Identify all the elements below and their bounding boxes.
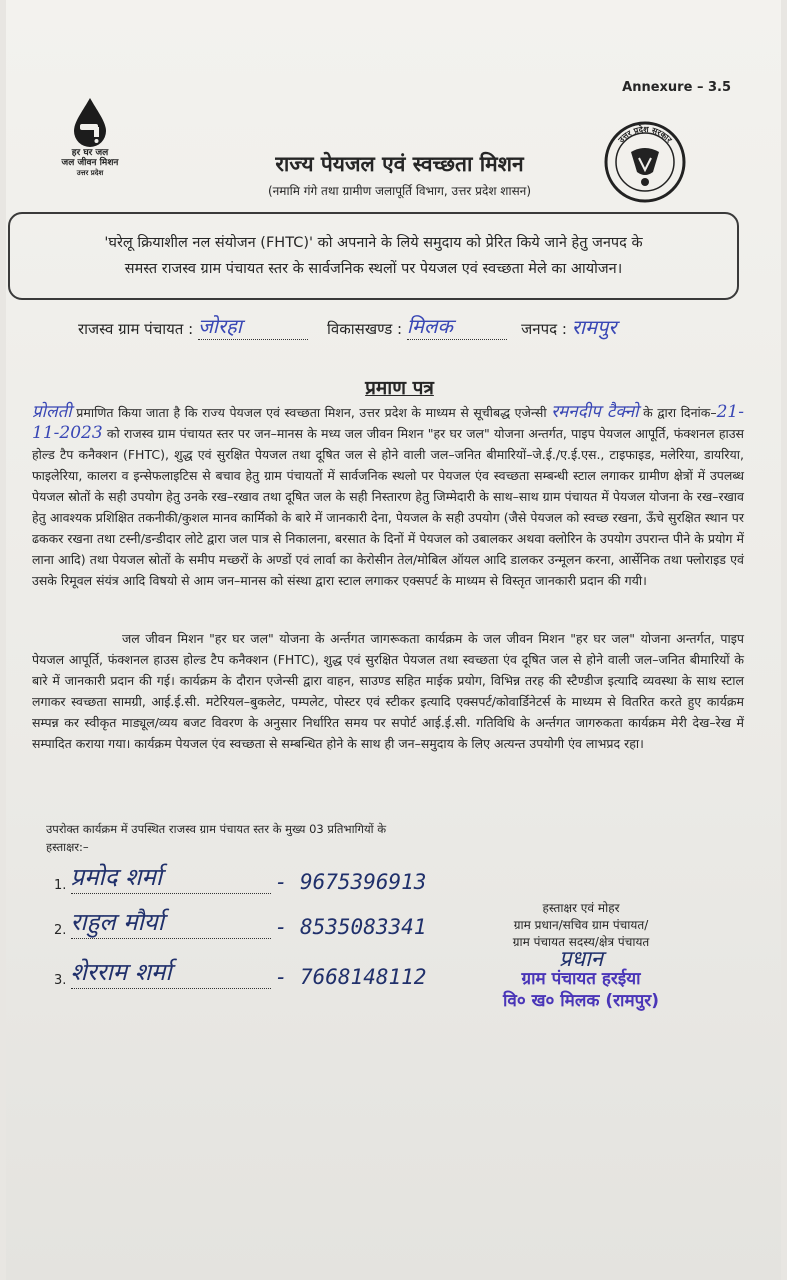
logo-line1: हर घर जल	[71, 148, 109, 158]
block-value: मिलक	[406, 314, 453, 338]
location-fields	[78, 312, 617, 340]
participant-phone: - 9675396913	[274, 870, 427, 894]
block-label: विकासखण्ड :	[327, 320, 403, 338]
participant-row	[54, 860, 426, 894]
page-title: राज्य पेयजल एवं स्वच्छता मिशन	[275, 152, 524, 176]
logo-line2: जल जीवन मिशन	[61, 158, 119, 168]
participant-row	[54, 905, 426, 939]
para3-line2: हस्ताक्षर:–	[46, 840, 89, 854]
certificate-paragraph-1	[32, 402, 744, 591]
para1-part-c: को राजस्व ग्राम पंचायत स्तर पर जन–मानस के मध्य जल जीवन मिशन "हर घर जल" योजना अन्तर्गत, पाइप पेयजल आपूर्ति, फंक्शनल हाउस होल्ड टैप कनैक्शन (FHTC), शुद्ध एवं सुरक्षित पेयजल तथा दूषित जल से होने वाली जल–जनित बीमारियों–जे.ई./ए.ई.एस., टाइफाइड, मलेरिया, डायरिया, फाइलेरिया, कालरा व इन्सेफलाइटिस से बचाव हेतु ग्राम पंचायतों में सार्वजनिक स्थलो पर पेयजल एंव स्वच्छता सम्बन्धी स्टाल लगाकर ग्रामीण क्षेत्रों में उपलब्ध पेयजल स्रोतों के सही उपयोग हेतु उनके रख–रखाव तथा दूषित जल के सही निस्तारण हेतु जिम्मेदारी के साथ–साथ ग्राम पंचायत में पेयजल योजना के रख–रखाव हेतु आवश्यक प्रशिक्षित तकनीकी/कुशल मानव कार्मिको के बारे में जानकारी देना, पेयजल के सही उपयोग (जैसे पेयजल को स्वच्छ रखना, ऊँचे सुरक्षित स्थान पर ढककर रखना तथा टस्नी/डन्डीदार लोटे द्वारा जल पात्र से निकालना, बरसात के दिनों में पेयजल को उबालकर अथवा क्लोरिन के उपयोग उपरान्त पीने के प्रयोग में लाना आदि) तथा पेयजल स्रोतों के समीप मच्छरों के अण्डों एवं लार्वा का केरोसीन तेल/मोबिल ऑयल आदि डालकर उन्मूलन करना, आर्सेनिक तथा फ्लोराइड एवं उसके रिमूवल संयंत्र आदि विषयो से आम जन–मानस को संस्था द्वारा स्टाल लगाकर एक्सपर्ट के माध्यम से विस्तृत जानकारी प्रदान की गयी।	[32, 426, 744, 588]
participant-row	[54, 955, 426, 989]
participant-phone: - 7668148112	[274, 965, 427, 989]
district-label: जनपद :	[521, 320, 567, 338]
page-subtitle: (नमामि गंगे तथा ग्रामीण जलापूर्ति विभाग, उत्तर प्रदेश शासन)	[267, 184, 532, 198]
agency-name-handwritten: रमनदीप टैक्नो	[551, 402, 639, 422]
agency-suffix-handwritten: प्रोलती	[32, 402, 72, 422]
logo-line3: उत्तर प्रदेश	[76, 169, 104, 177]
participants-intro	[46, 820, 506, 856]
participant-signature: शेरराम शर्मा	[70, 958, 172, 986]
annexure-label: Annexure – 3.5	[622, 80, 731, 95]
participant-phone: - 8535083341	[274, 915, 427, 939]
signature-stamp-block	[461, 900, 701, 1012]
stamp-line1: हस्ताक्षर एवं मोहर	[542, 901, 620, 915]
banner-line2: समस्त राजस्व ग्राम पंचायत स्तर के सार्वजनिक स्थलों पर पेयजल एवं स्वच्छता मेले का आयोजन।	[124, 261, 623, 277]
para1-part-a: प्रमाणित किया जाता है कि राज्य पेयजल एवं स्वच्छता मिशन, उत्तर प्रदेश के माध्यम से सूचीबद्ध एजेन्सी	[76, 405, 547, 420]
gram-panchayat-seal-line1: ग्राम पंचायत हरईया	[521, 969, 641, 989]
district-value: रामपुर	[571, 315, 617, 339]
para3-line1: उपरोक्त कार्यक्रम में उपस्थित राजस्व ग्राम पंचायत स्तर के मुख्य 03 प्रतिभागियों के	[46, 822, 387, 836]
para2-text: जल जीवन मिशन "हर घर जल" योजना के अर्न्तगत जागरूकता कार्यक्रम के जल जीवन मिशन "हर घर जल" योजना अन्तर्गत, पाइप पेयजल आपूर्ति, फंक्शनल हाउस होल्ड टैप कनैक्शन (FHTC), शुद्ध एवं सुरक्षित पेयजल तथा स्वच्छता एंव दूषित जल से होने वाली जल–जनित बीमारियों के बारे में जानकारी प्रदान की गई। कार्यक्रम के दौरान एजेन्सी द्वारा वाहन, साउण्ड सहित माईक प्रयोग, विभिन्न तरह की स्टैण्डीज इत्यादि व्यवस्था के साथ स्टाल लगाकर स्वच्छता सामग्री, आई.ई.सी. मटेरियल–बुकलेट, पम्पलेट, पोस्टर एवं स्टीकर इत्यादि एक्सपर्ट/कोवार्डिनेटर्स के माध्यम से वितरित करते हुए कार्यक्रम सम्पन्न कर स्वीकृत माड्यूल/व्यय बजट विवरण के अनुसार निर्धारित समय पर सपोर्ट आई.ई.सी. गतिविधि के अर्न्तगत जागरुकता कार्यक्रम मेरी देख–रेख में सम्पादित कराया गया। कार्यक्रम पेयजल एंव स्वच्छता से सम्बन्धित होने के साथ ही जन–समुदाय के लिए अत्यन्त उपयोगी एंव लाभप्रद रहा।	[32, 631, 744, 751]
event-banner	[8, 212, 739, 300]
stamp-line2: ग्राम प्रधान/सचिव ग्राम पंचायत/	[513, 918, 649, 932]
participant-number: 1.	[54, 878, 67, 893]
participant-signature: प्रमोद शर्मा	[70, 863, 163, 891]
participant-signature: राहुल मौर्या	[70, 908, 164, 936]
banner-line1: 'घरेलू क्रियाशील नल संयोजन (FHTC)' को अपनाने के लिये समुदाय को प्रेरित किये जाने हेतु जनपद के	[104, 235, 643, 251]
certificate-title: प्रमाण पत्र	[365, 377, 434, 399]
stamp-line3: ग्राम पंचायत सदस्य/क्षेत्र पंचायत	[512, 935, 650, 949]
gram-panchayat-seal-line2: वि० ख० मिलक (रामपुर)	[502, 991, 660, 1011]
pradhan-signature: प्रधान	[559, 947, 603, 972]
participant-number: 2.	[54, 923, 67, 938]
water-drop-icon	[68, 96, 112, 148]
seal-text: उत्तर प्रदेश सरकार	[616, 124, 674, 145]
gram-label: राजस्व ग्राम पंचायत :	[78, 320, 194, 338]
date-handwritten: 21-11-2023	[32, 402, 744, 443]
para1-part-b: के द्वारा दिनांक–	[643, 405, 717, 420]
certificate-paragraph-2	[32, 628, 744, 754]
document-page	[6, 0, 781, 1280]
participant-number: 3.	[54, 973, 67, 988]
gram-value: जोरहा	[197, 314, 242, 338]
